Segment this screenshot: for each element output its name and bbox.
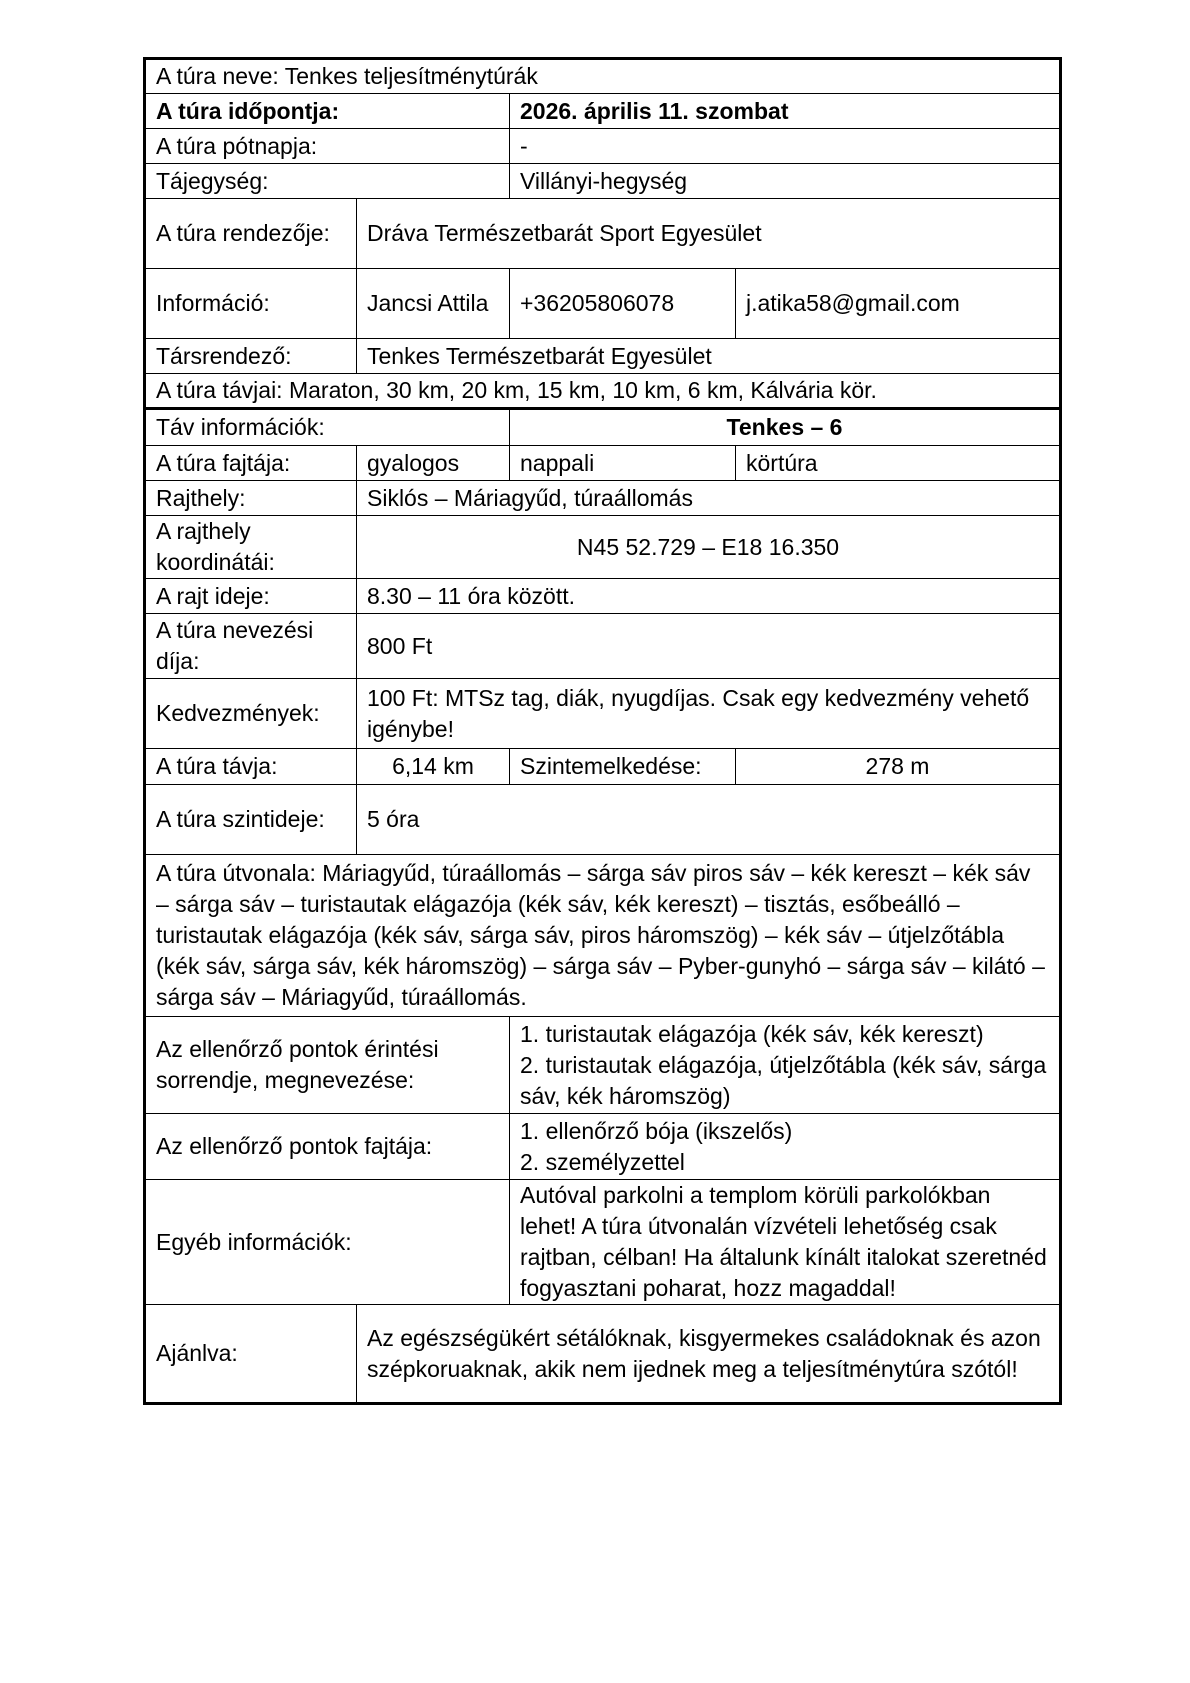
date-label: A túra időpontja: <box>145 94 510 129</box>
date-value: 2026. április 11. szombat <box>510 94 1061 129</box>
checkpoint-type-item-1: 1. ellenőrző bója (ikszelős) <box>520 1117 793 1144</box>
row-checkpoint-type <box>145 1114 1061 1180</box>
info-label: Információ: <box>145 269 357 339</box>
contact-phone: +36205806078 <box>510 269 736 339</box>
start-time-value: 8.30 – 11 óra között. <box>357 579 1061 614</box>
organizer-value: Dráva Természetbarát Sport Egyesület <box>357 199 1061 269</box>
start-place-label: Rajthely: <box>145 481 357 516</box>
elevation-value: 278 m <box>736 749 1061 785</box>
row-distances <box>145 374 1061 409</box>
row-date <box>145 94 1061 129</box>
row-start-coords <box>145 516 1061 579</box>
checkpoints-label: Az ellenőrző pontok érintési sorrendje, megnevezése: <box>145 1017 510 1114</box>
row-checkpoints <box>145 1017 1061 1114</box>
other-info-label: Egyéb információk: <box>145 1180 510 1305</box>
row-discounts <box>145 679 1061 749</box>
length-label: A túra távja: <box>145 749 357 785</box>
contact-name: Jancsi Attila <box>357 269 510 339</box>
row-recommended <box>145 1305 1061 1404</box>
start-coords-label: A rajthely koordinátái: <box>145 516 357 579</box>
backup-date-value: - <box>510 129 1061 164</box>
row-co-organizer <box>145 339 1061 374</box>
distance-info-value: Tenkes – 6 <box>510 409 1061 446</box>
checkpoint-type-label: Az ellenőrző pontok fajtája: <box>145 1114 510 1180</box>
co-organizer-value: Tenkes Természetbarát Egyesület <box>357 339 1061 374</box>
backup-date-label: A túra pótnapja: <box>145 129 510 164</box>
checkpoints-list <box>510 1017 1061 1114</box>
row-level-time <box>145 785 1061 855</box>
recommended-label: Ajánlva: <box>145 1305 357 1404</box>
route-description: A túra útvonala: Máriagyűd, túraállomás – sárga sáv piros sáv – kék kereszt – kék sáv – sárga sáv – turistautak elágazója (kék sáv, kék kereszt) – tisztás, esőbeálló – turistautak elágazója (kék sáv, sárga sáv, piros háromszög) – kék sáv – útjelzőtábla (kék sáv, sárga sáv, kék háromszög) – sárga sáv – Pyber-gunyhó – sárga sáv – kilátó – sárga sáv – Máriagyűd, túraállomás. <box>145 855 1061 1017</box>
elevation-label: Szintemelkedése: <box>510 749 736 785</box>
tour-type-time: nappali <box>510 446 736 481</box>
row-info <box>145 269 1061 339</box>
distances: A túra távjai: Maraton, 30 km, 20 km, 15 km, 10 km, 6 km, Kálvária kör. <box>145 374 1061 409</box>
row-tour-name <box>145 59 1061 94</box>
row-organizer <box>145 199 1061 269</box>
row-tour-type <box>145 446 1061 481</box>
row-backup-date <box>145 129 1061 164</box>
tour-type-walk: gyalogos <box>357 446 510 481</box>
tour-type-shape: körtúra <box>736 446 1061 481</box>
row-length <box>145 749 1061 785</box>
contact-email: j.atika58@gmail.com <box>736 269 1061 339</box>
row-distance-info <box>145 409 1061 446</box>
recommended-value: Az egészségükért sétálóknak, kisgyermekes családoknak és azon szépkoruaknak, akik nem ijednek meg a teljesítménytúra szótól! <box>357 1305 1061 1404</box>
row-region <box>145 164 1061 199</box>
distance-info-label: Táv információk: <box>145 409 510 446</box>
tour-type-label: A túra fajtája: <box>145 446 357 481</box>
row-start-time <box>145 579 1061 614</box>
tour-name: A túra neve: Tenkes teljesítménytúrák <box>145 59 1061 94</box>
region-label: Tájegység: <box>145 164 510 199</box>
tour-info-table <box>143 57 1062 1405</box>
organizer-label: A túra rendezője: <box>145 199 357 269</box>
start-time-label: A rajt ideje: <box>145 579 357 614</box>
row-fee <box>145 614 1061 679</box>
checkpoint-item-1: 1. turistautak elágazója (kék sáv, kék kereszt) <box>520 1020 984 1047</box>
fee-label: A túra nevezési díja: <box>145 614 357 679</box>
level-time-value: 5 óra <box>357 785 1061 855</box>
row-start-place <box>145 481 1061 516</box>
checkpoint-type-list <box>510 1114 1061 1180</box>
start-coords-value: N45 52.729 – E18 16.350 <box>357 516 1061 579</box>
length-value: 6,14 km <box>357 749 510 785</box>
fee-value: 800 Ft <box>357 614 1061 679</box>
checkpoint-item-2: 2. turistautak elágazója, útjelzőtábla (kék sáv, sárga sáv, kék háromszög) <box>520 1051 1047 1109</box>
level-time-label: A túra szintideje: <box>145 785 357 855</box>
other-info-value: Autóval parkolni a templom körüli parkolókban lehet! A túra útvonalán vízvételi lehetőség csak rajtban, célban! Ha általunk kínált italokat szeretnéd fogyasztani poharat, hozz magaddal! <box>510 1180 1061 1305</box>
co-organizer-label: Társrendező: <box>145 339 357 374</box>
tour-info-document <box>143 57 1059 1405</box>
checkpoint-type-item-2: 2. személyzettel <box>520 1148 685 1175</box>
row-other-info <box>145 1180 1061 1305</box>
discounts-label: Kedvezmények: <box>145 679 357 749</box>
region-value: Villányi-hegység <box>510 164 1061 199</box>
discounts-value: 100 Ft: MTSz tag, diák, nyugdíjas. Csak egy kedvezmény vehető igénybe! <box>357 679 1061 749</box>
start-place-value: Siklós – Máriagyűd, túraállomás <box>357 481 1061 516</box>
row-route <box>145 855 1061 1017</box>
